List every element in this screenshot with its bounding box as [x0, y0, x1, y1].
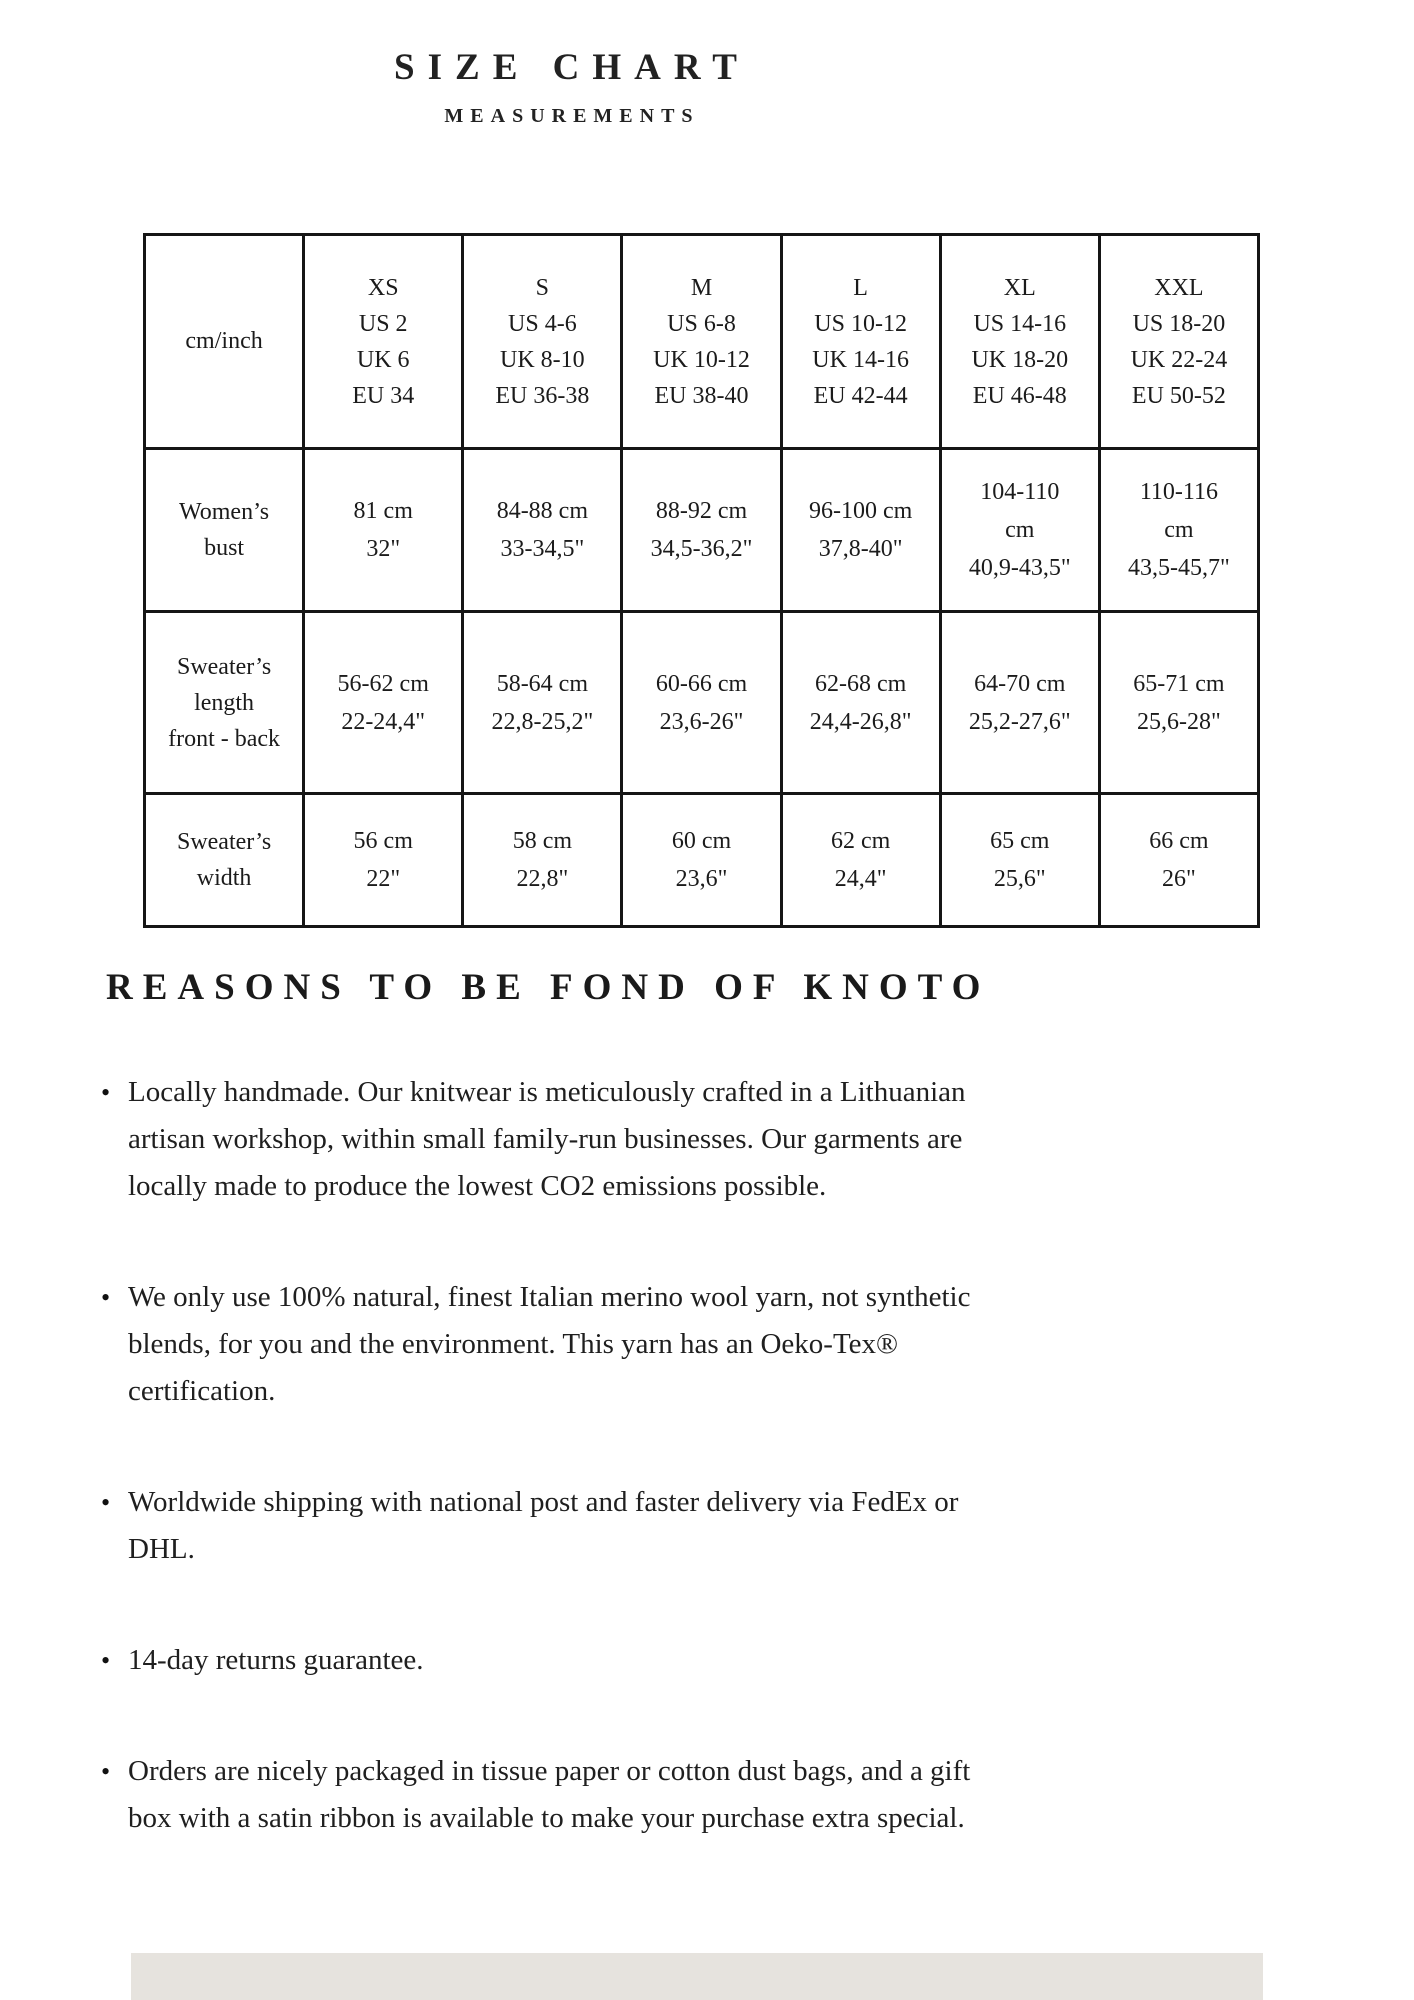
list-item [100, 1069, 1006, 1210]
us-size: US 10-12 [814, 310, 907, 337]
page-subtitle: MEASUREMENTS [444, 105, 700, 127]
bottom-accent-bar [131, 1953, 1263, 2000]
cm-value: 62 cm [830, 828, 891, 854]
page-title: SIZE CHART [394, 47, 750, 88]
reasons-section [100, 966, 1006, 1906]
cm-value: 84-88 cm [496, 498, 588, 524]
cm-value: 96-100 cm [808, 498, 913, 524]
cm-value: 58 cm [512, 828, 573, 854]
reason-text: Locally handmade. Our knitwear is meticulously crafted in a Lithuanian artisan workshop, within small family-run businesses. Our garments are locally made to produce the lowest CO2 emissions possible. [128, 1076, 966, 1202]
size-name: XS [367, 274, 399, 301]
measurement-cell [1099, 449, 1258, 612]
size-col-m [622, 235, 781, 449]
list-item [100, 1479, 1006, 1573]
uk-size: UK 14-16 [812, 346, 909, 373]
reason-text: 14-day returns guarantee. [128, 1644, 424, 1676]
table-row-womens-bust [145, 449, 1259, 612]
row-label: Women’s bust [145, 449, 304, 612]
uk-size: UK 8-10 [500, 346, 585, 373]
cm-value: 60 cm [671, 828, 732, 854]
cm-value: 60-66 cm [655, 670, 748, 697]
size-col-s [463, 235, 622, 449]
list-item [100, 1274, 1006, 1415]
inch-value: 22,8" [516, 866, 569, 892]
table-row-sweater-length [145, 612, 1259, 794]
inch-value: 32" [366, 536, 401, 562]
cm-value: 58-64 cm [496, 670, 588, 697]
eu-size: EU 50-52 [1131, 382, 1226, 409]
measurement-cell [622, 794, 781, 927]
measurement-cell [781, 794, 940, 927]
eu-size: EU 34 [352, 382, 415, 409]
measurement-cell [781, 449, 940, 612]
cm-value: 56-62 cm [337, 670, 429, 697]
row-label: Sweater’s length front - back [145, 612, 304, 794]
eu-size: EU 38-40 [654, 382, 749, 409]
list-item [100, 1748, 1006, 1842]
eu-size: EU 46-48 [972, 382, 1067, 409]
inch-value: 25,2-27,6" [968, 708, 1071, 735]
measurement-cell [304, 794, 463, 927]
inch-value: 25,6" [993, 866, 1046, 892]
cm-value: 81 cm [353, 498, 413, 524]
size-name: L [853, 274, 868, 301]
inch-value: 34,5-36,2" [650, 536, 753, 562]
measurement-cell [463, 449, 622, 612]
reason-text: We only use 100% natural, finest Italian merino wool yarn, not synthetic blends, for you and the environment. This yarn has an Oeko-Tex® certification. [128, 1281, 971, 1407]
size-col-xs [304, 235, 463, 449]
measurement-cell [1099, 794, 1258, 927]
size-table [143, 233, 1260, 928]
inch-value: 43,5-45,7" [1128, 555, 1230, 581]
size-col-xxl [1099, 235, 1258, 449]
measurement-cell [304, 612, 463, 794]
inch-value: 22,8-25,2" [491, 708, 594, 735]
uk-size: UK 10-12 [653, 346, 750, 373]
uk-size: UK 6 [356, 346, 410, 373]
us-size: US 6-8 [667, 310, 736, 337]
uk-size: UK 18-20 [971, 346, 1069, 373]
cm-value: 62-68 cm [814, 670, 907, 697]
cm-value: 65-71 cm [1133, 670, 1225, 697]
inch-value: 33-34,5" [500, 536, 585, 562]
cm-value: 66 cm [1149, 828, 1209, 854]
us-size: US 18-20 [1132, 310, 1226, 337]
reason-text: Worldwide shipping with national post and faster delivery via FedEx or DHL. [128, 1486, 959, 1565]
measurement-cell [622, 612, 781, 794]
inch-value: 24,4" [834, 866, 887, 892]
size-col-l [781, 235, 940, 449]
inch-value: 23,6-26" [659, 708, 744, 735]
cm-value: 65 cm [990, 828, 1050, 854]
measurement-cell [1099, 612, 1258, 794]
unit-label-cell: cm/inch [145, 235, 304, 449]
size-name: XL [1003, 274, 1036, 301]
eu-size: EU 36-38 [495, 382, 590, 409]
reason-text: Orders are nicely packaged in tissue paper or cotton dust bags, and a gift box with a satin ribbon is available to make your purchase extra special. [128, 1755, 971, 1834]
measurement-cell [463, 794, 622, 927]
inch-value: 26" [1162, 866, 1196, 892]
reasons-heading: REASONS TO BE FOND OF KNOTO [106, 967, 991, 1008]
cm-value: 56 cm [353, 828, 413, 854]
cm-value: 64-70 cm [974, 670, 1066, 697]
measurement-cell [940, 449, 1099, 612]
measurement-cell [622, 449, 781, 612]
measurement-cell [940, 794, 1099, 927]
size-name: XXL [1154, 274, 1204, 301]
measurement-cell [304, 449, 463, 612]
row-label: Sweater’s width [145, 794, 304, 927]
cm-value: 104-110 cm [980, 479, 1060, 543]
measurement-cell [940, 612, 1099, 794]
size-name: S [535, 274, 550, 301]
measurement-cell [781, 612, 940, 794]
inch-value: 23,6" [675, 866, 728, 892]
inch-value: 22" [366, 866, 401, 892]
size-name: M [690, 274, 713, 301]
list-item [100, 1637, 1006, 1684]
inch-value: 22-24,4" [341, 708, 426, 735]
us-size: US 14-16 [973, 310, 1067, 337]
size-col-xl [940, 235, 1099, 449]
reasons-list [100, 1069, 1006, 1842]
inch-value: 40,9-43,5" [968, 555, 1071, 581]
cm-value: 88-92 cm [655, 498, 748, 524]
measurement-cell [463, 612, 622, 794]
us-size: US 2 [358, 310, 408, 337]
uk-size: UK 22-24 [1130, 346, 1228, 373]
eu-size: EU 42-44 [813, 382, 908, 409]
inch-value: 37,8-40" [818, 536, 903, 562]
inch-value: 24,4-26,8" [809, 708, 912, 735]
cm-value: 110-116 cm [1139, 479, 1219, 543]
us-size: US 4-6 [508, 310, 577, 337]
table-row-sweater-width [145, 794, 1259, 927]
size-table-header-row [145, 235, 1259, 449]
document-header [0, 46, 1144, 128]
inch-value: 25,6-28" [1137, 708, 1221, 735]
